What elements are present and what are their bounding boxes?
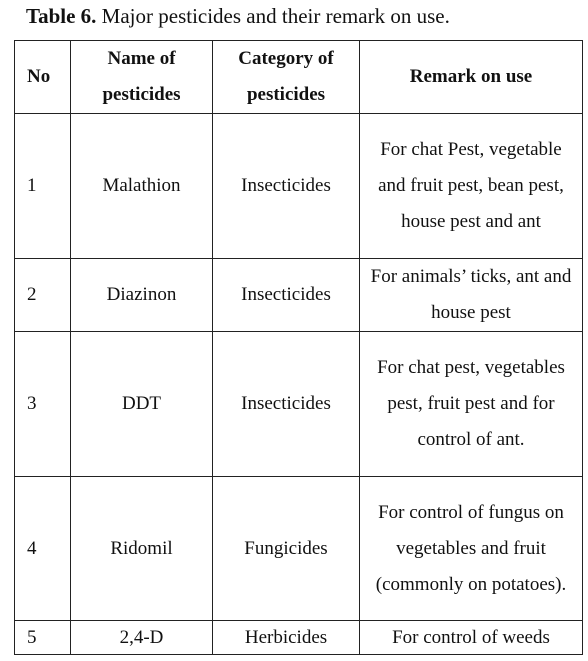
row-number: 3 (15, 332, 71, 477)
pesticide-remark: For control of fungus on vegetables and fruit (commonly on potatoes). (360, 477, 583, 621)
table-row (15, 332, 583, 477)
pesticide-name: Diazinon (71, 259, 213, 332)
pesticide-category: Herbicides (213, 621, 360, 655)
pesticides-table (14, 40, 583, 655)
header-name-of-pesticides: Name of pesticides (71, 41, 213, 114)
pesticide-name: Malathion (71, 114, 213, 259)
table-caption-text: Major pesticides and their remark on use. (96, 4, 450, 28)
table-caption (26, 2, 450, 30)
table-row (15, 621, 583, 655)
pesticide-name: 2,4-D (71, 621, 213, 655)
pesticide-name: DDT (71, 332, 213, 477)
pesticide-remark: For chat pest, vegetables pest, fruit pest and for control of ant. (360, 332, 583, 477)
header-category-of-pesticides: Category of pesticides (213, 41, 360, 114)
pesticide-name: Ridomil (71, 477, 213, 621)
pesticide-category: Insecticides (213, 259, 360, 332)
pesticide-remark: For chat Pest, vegetable and fruit pest, bean pest, house pest and ant (360, 114, 583, 259)
table-row (15, 114, 583, 259)
header-remark-on-use: Remark on use (360, 41, 583, 114)
pesticide-category: Fungicides (213, 477, 360, 621)
table-caption-label: Table 6. (26, 4, 97, 28)
pesticide-category: Insecticides (213, 332, 360, 477)
table-header-row (15, 41, 583, 114)
pesticide-remark: For control of weeds (360, 621, 583, 655)
table-row (15, 477, 583, 621)
row-number: 2 (15, 259, 71, 332)
pesticide-category: Insecticides (213, 114, 360, 259)
pesticide-remark: For animals’ ticks, ant and house pest (360, 259, 583, 332)
row-number: 1 (15, 114, 71, 259)
row-number: 5 (15, 621, 71, 655)
table-row (15, 259, 583, 332)
header-no: No (15, 41, 71, 114)
row-number: 4 (15, 477, 71, 621)
